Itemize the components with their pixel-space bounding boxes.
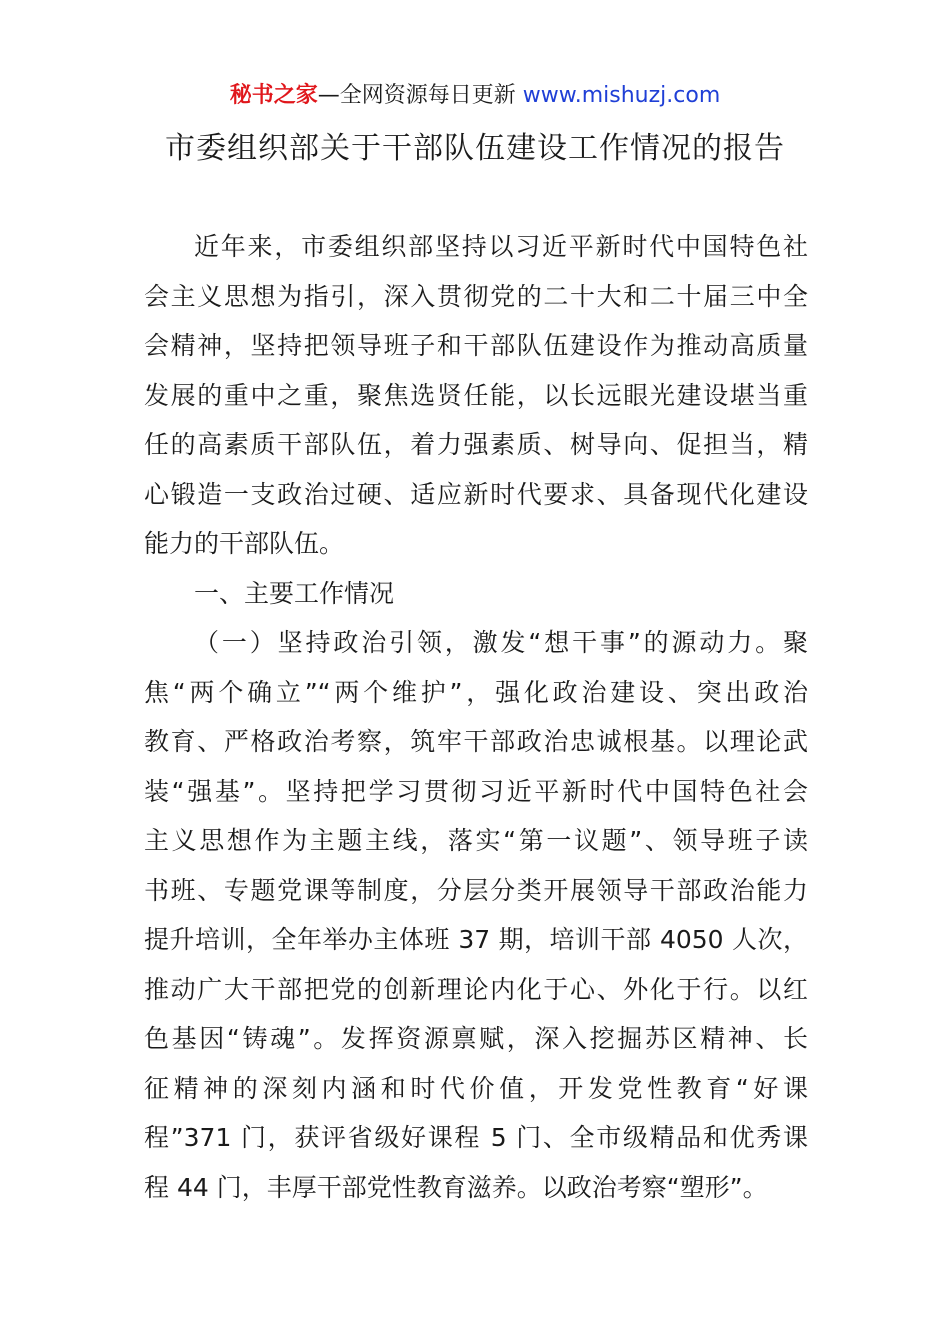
brand-name: 秘书之家 xyxy=(229,83,318,108)
body-text-line: 征精神的深刻内涵和时代价值，开发党性教育“好课 xyxy=(144,1073,808,1103)
body-text-line: 程”371 门，获评省级好课程 5 门、全市级精品和优秀课 xyxy=(144,1123,808,1152)
site-header xyxy=(0,80,950,112)
body-text-line: 焦“两个确立”“两个维护”，强化政治建设、突出政治 xyxy=(144,677,808,707)
body-text-line: 书班、专题党课等制度，分层分类开展领导干部政治能力 xyxy=(144,875,808,905)
body-text-line: （一）坚持政治引领，激发“想干事”的源动力。聚 xyxy=(194,628,808,657)
body-text-line: 色基因“铸魂”。发挥资源禀赋，深入挖掘苏区精神、长 xyxy=(144,1024,808,1053)
body-text-line: 能力的干部队伍。 xyxy=(144,529,345,558)
body-text-line: 发展的重中之重，聚焦选贤任能，以长远眼光建设堪当重 xyxy=(144,380,808,410)
body-text-line: 程 44 门，丰厚干部党性教育滋养。以政治考察“塑形”。 xyxy=(144,1172,768,1202)
body-text-line: 推动广大干部把党的创新理论内化于心、外化于行。以红 xyxy=(144,974,808,1004)
body-text-line: 心锻造一支政治过硬、适应新时代要求、具备现代化建设 xyxy=(144,479,808,509)
body-text-line: 近年来，市委组织部坚持以习近平新时代中国特色社 xyxy=(194,232,808,261)
header-tagline: —全网资源每日更新 xyxy=(317,83,523,108)
document-title: 市委组织部关于干部队伍建设工作情况的报告 xyxy=(165,131,785,166)
body-text-line: 主义思想作为主题主线，落实“第一议题”、领导班子读 xyxy=(144,826,808,855)
document-body xyxy=(144,222,808,1212)
body-text-line: 会主义思想为指引，深入贯彻党的二十大和二十届三中全 xyxy=(144,281,808,311)
body-text-line: 教育、严格政治考察，筑牢干部政治忠诚根基。以理论武 xyxy=(144,727,808,756)
body-text-line: 提升培训，全年举办主体班 37 期，培训干部 4050 人次， xyxy=(144,925,808,954)
body-text-line: 会精神，坚持把领导班子和干部队伍建设作为推动高质量 xyxy=(144,331,808,360)
body-text-line: 任的高素质干部队伍，着力强素质、树导向、促担当，精 xyxy=(144,430,808,459)
body-text-line: 一、主要工作情况 xyxy=(194,578,395,608)
body-text-line: 装“强基”。坚持把学习贯彻习近平新时代中国特色社会 xyxy=(144,776,808,806)
site-url-link[interactable]: www.mishuzj.com xyxy=(522,83,721,108)
